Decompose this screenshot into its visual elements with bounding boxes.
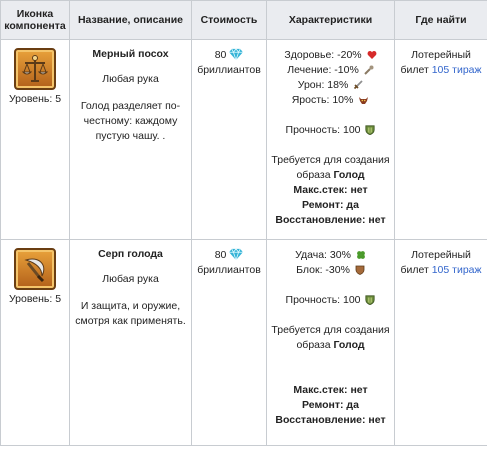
level-label: Уровень: 5 <box>8 293 62 305</box>
max-stack: Макс.стек: нет <box>293 384 368 396</box>
hand-label: Любая рука <box>102 73 159 85</box>
level-label: Уровень: 5 <box>8 93 62 105</box>
table-row <box>1 240 487 446</box>
item-description: И защита, и оружие, смотря как применять. <box>75 300 186 327</box>
table-row <box>1 40 487 240</box>
header-cost: Стоимость <box>192 1 267 40</box>
shield-icon <box>365 295 375 305</box>
required-name: Голод <box>333 169 365 181</box>
repair: Ремонт: да <box>302 399 359 411</box>
cost-unit: бриллиантов <box>197 64 261 76</box>
item-description: Голод разделяет по-честному: каждому пустую чашу. . <box>80 100 181 142</box>
lottery-link[interactable]: 105 тираж <box>431 264 482 276</box>
shield-icon <box>365 125 375 135</box>
stat-health: Здоровье: -20% <box>270 48 391 63</box>
stat-healing: Лечение: -10% <box>270 63 391 78</box>
repair: Ремонт: да <box>302 199 359 211</box>
required-for: Требуется для создания образа Голод <box>271 324 390 351</box>
header-icon: Иконка компонента <box>1 1 70 40</box>
max-stack: Макс.стек: нет <box>293 184 368 196</box>
required-for: Требуется для создания образа Голод <box>271 154 390 181</box>
header-name: Название, описание <box>70 1 192 40</box>
stat-rage: Ярость: 10% <box>270 93 391 108</box>
header-where: Где найти <box>395 1 487 40</box>
stat-damage: Урон: 18% <box>270 78 391 93</box>
stat-block: Блок: -30% <box>270 263 391 278</box>
rage-icon <box>358 95 369 105</box>
restore: Восстановление: нет <box>275 214 386 226</box>
block-icon <box>355 265 365 275</box>
clover-icon <box>356 250 366 260</box>
cost-amount: 80 <box>214 249 227 261</box>
heart-icon <box>367 50 377 60</box>
lottery-link[interactable]: 105 тираж <box>431 64 482 76</box>
required-name: Голод <box>333 339 365 351</box>
stat-durability: Прочность: 100 <box>270 293 391 308</box>
scales-staff-icon[interactable] <box>14 48 56 90</box>
restore: Восстановление: нет <box>275 414 386 426</box>
sickle-icon[interactable] <box>14 248 56 290</box>
cost-amount: 80 <box>214 49 227 61</box>
hand-label: Любая рука <box>102 273 159 285</box>
header-stats: Характеристики <box>267 1 395 40</box>
item-name: Мерный посох <box>92 48 169 60</box>
healing-icon <box>364 65 374 75</box>
header-row <box>1 1 487 40</box>
stat-luck: Удача: 30% <box>270 248 391 263</box>
sword-icon <box>353 80 363 90</box>
diamond-icon <box>229 248 243 260</box>
where-text: Лотерейный билет <box>400 249 471 276</box>
diamond-icon <box>229 48 243 60</box>
item-name: Серп голода <box>98 248 163 260</box>
stat-durability: Прочность: 100 <box>270 123 391 138</box>
cost-unit: бриллиантов <box>197 264 261 276</box>
where-text: Лотерейный билет <box>400 49 471 76</box>
